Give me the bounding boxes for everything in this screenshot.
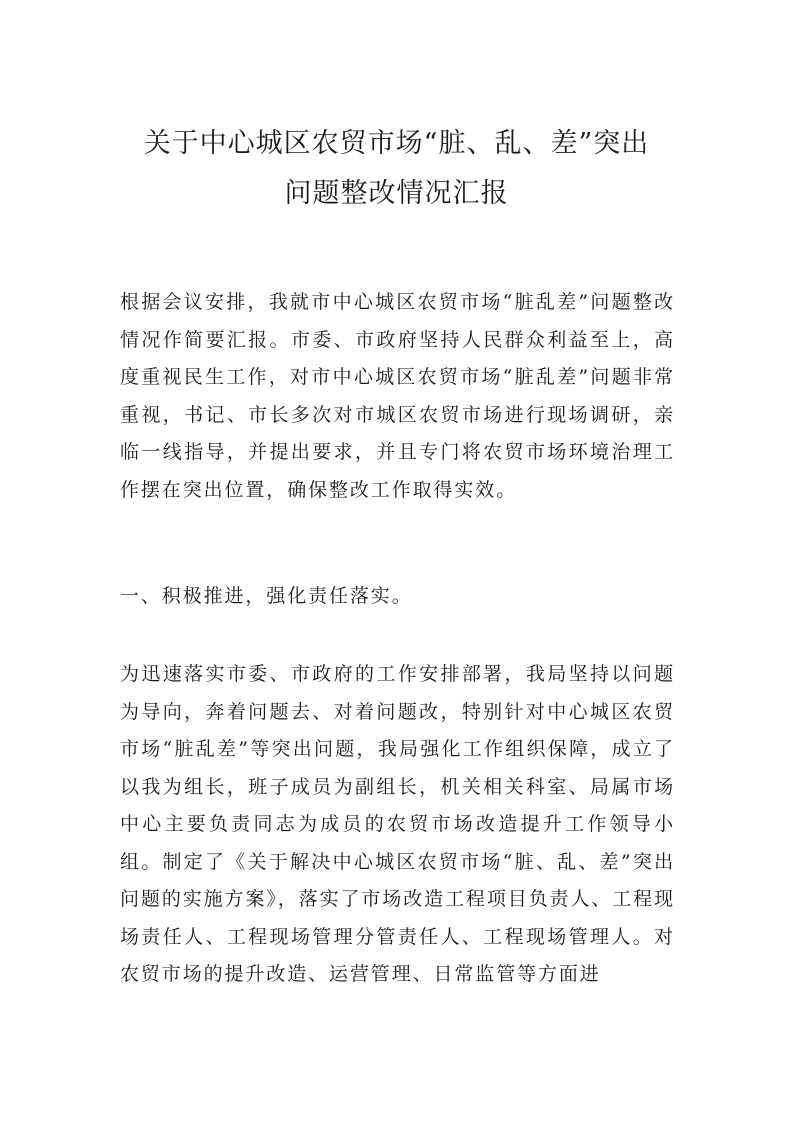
- intro-paragraph: 根据会议安排，我就市中心城区农贸市场“脏乱差”问题整改情况作简要汇报。市委、市政府坚持人民群众利益至上，高度重视民生工作，对市中心城区农贸市场“脏乱差”问题非常重视，书记、市长多次对市城区农贸市场进行现场调研，亲临一线指导，并提出要求，并且专门将农贸市场环境治理工作摆在突出位置，确保整改工作取得实效。: [120, 291, 675, 501]
- section-1-paragraph: 为迅速落实市委、市政府的工作安排部署，我局坚持以问题为导向，奔着问题去、对着问题改，特别针对中心城区农贸市场“脏乱差”等突出问题，我局强化工作组织保障，成立了以我为组长，班子成员为副组长，机关相关科室、局属市场中心主要负责同志为成员的农贸市场改造提升工作领导小组。制定了《关于解决中心城区农贸市场“脏、乱、差”突出问题的实施方案》，落实了市场改造工程项目负责人、工程现场责任人、工程现场管理分管责任人、工程现场管理人。对农贸市场的提升改造、运营管理、日常监管等方面进: [120, 663, 675, 985]
- document-title-line-2: 问题整改情况汇报: [284, 178, 509, 209]
- section-heading-1: 一、积极推进，强化责任落实。: [120, 585, 413, 607]
- document-title-line-1: 关于中心城区农贸市场“脏、乱、差”突出: [143, 128, 650, 159]
